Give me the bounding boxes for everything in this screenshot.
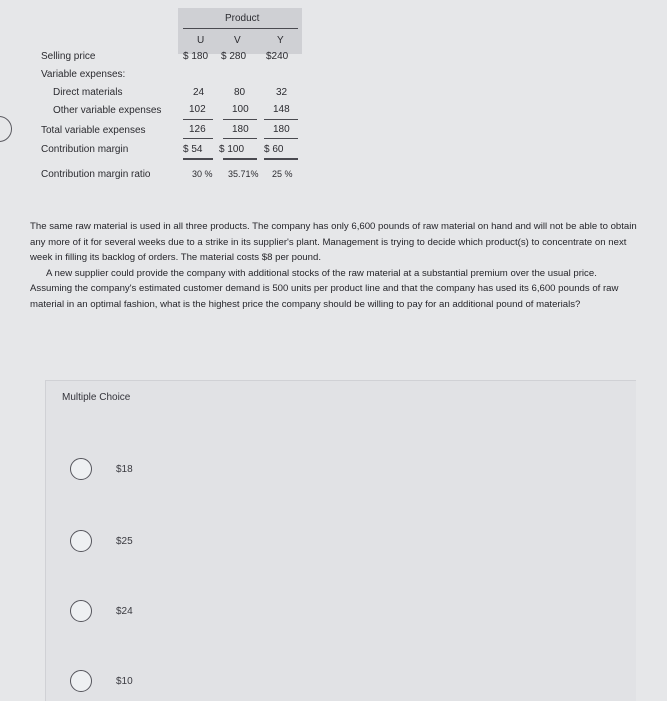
question-paragraph-1: The same raw material is used in all three products. The company has only 6,600 pounds of raw material on hand and will not be able to obtain any more of it for several weeks due to a strike in its supplier's plant. Management is trying to decide which product(s) to concentrate on next week in filling its backlog of orders. The material costs $8 per pound.	[30, 221, 637, 264]
cell-contribution-margin-v: $ 100	[219, 144, 245, 155]
question-text	[30, 219, 638, 313]
rule-v-2	[223, 138, 257, 139]
cell-other-variable-v: 100	[232, 104, 249, 115]
rule-u	[183, 119, 213, 120]
rule-v	[223, 119, 257, 120]
cell-other-variable-y: 148	[273, 104, 290, 115]
product-table	[0, 0, 667, 200]
choice-option-1[interactable]	[70, 456, 133, 482]
cell-cm-ratio-y: 25 %	[272, 169, 293, 179]
cell-contribution-margin-y: $ 60	[264, 144, 284, 155]
choice-label: $25	[116, 535, 133, 547]
row-label-selling-price: Selling price	[41, 51, 96, 62]
header-rule	[183, 28, 298, 29]
multiple-choice-title: Multiple Choice	[62, 392, 131, 403]
rule-y-2	[264, 138, 298, 139]
choice-option-2[interactable]	[70, 528, 133, 554]
choice-label: $18	[116, 463, 133, 475]
radio-button-icon[interactable]	[70, 670, 92, 692]
cell-direct-materials-u: 24	[193, 87, 205, 98]
row-label-other-variable-expenses: Other variable expenses	[53, 105, 162, 116]
double-rule-v	[223, 158, 257, 160]
cell-selling-price-u: $ 180	[183, 51, 209, 62]
choice-label: $10	[116, 675, 133, 687]
cell-cm-ratio-u: 30 %	[192, 169, 213, 179]
column-header-y: Y	[277, 35, 284, 46]
product-header: Product	[225, 13, 260, 24]
row-label-variable-expenses: Variable expenses:	[41, 69, 126, 80]
rule-y	[264, 119, 298, 120]
column-header-u: U	[197, 35, 205, 46]
cell-other-variable-u: 102	[189, 104, 206, 115]
double-rule-u	[183, 158, 213, 160]
cell-direct-materials-y: 32	[276, 87, 288, 98]
radio-button-icon[interactable]	[70, 600, 92, 622]
radio-button-icon[interactable]	[70, 530, 92, 552]
cell-contribution-margin-u: $ 54	[183, 144, 203, 155]
choice-option-3[interactable]	[70, 598, 133, 624]
choice-option-4[interactable]	[70, 668, 133, 694]
column-header-v: V	[234, 35, 241, 46]
cell-total-variable-y: 180	[273, 124, 290, 135]
row-label-total-variable-expenses: Total variable expenses	[41, 125, 146, 136]
cell-cm-ratio-v: 35.71%	[228, 169, 259, 179]
double-rule-y	[264, 158, 298, 160]
row-label-contribution-margin: Contribution margin	[41, 144, 129, 155]
rule-u-2	[183, 138, 213, 139]
cell-total-variable-v: 180	[232, 124, 249, 135]
row-label-contribution-margin-ratio: Contribution margin ratio	[41, 169, 151, 180]
row-label-direct-materials: Direct materials	[53, 87, 123, 98]
multiple-choice-panel	[45, 380, 636, 701]
cell-direct-materials-v: 80	[234, 87, 246, 98]
choice-label: $24	[116, 605, 133, 617]
question-paragraph-2: A new supplier could provide the company with additional stocks of the raw material at a substantial premium over the usual price. Assuming the company's estimated customer demand is 500 units per product line and that the company has used its 6,600 pounds of raw material in an optimal fashion, what is the highest price the company should be willing to pay for an additional pound of materials?	[30, 267, 619, 310]
cell-total-variable-u: 126	[189, 124, 206, 135]
cell-selling-price-y: $240	[266, 51, 289, 62]
radio-button-icon[interactable]	[70, 458, 92, 480]
cell-selling-price-v: $ 280	[221, 51, 247, 62]
